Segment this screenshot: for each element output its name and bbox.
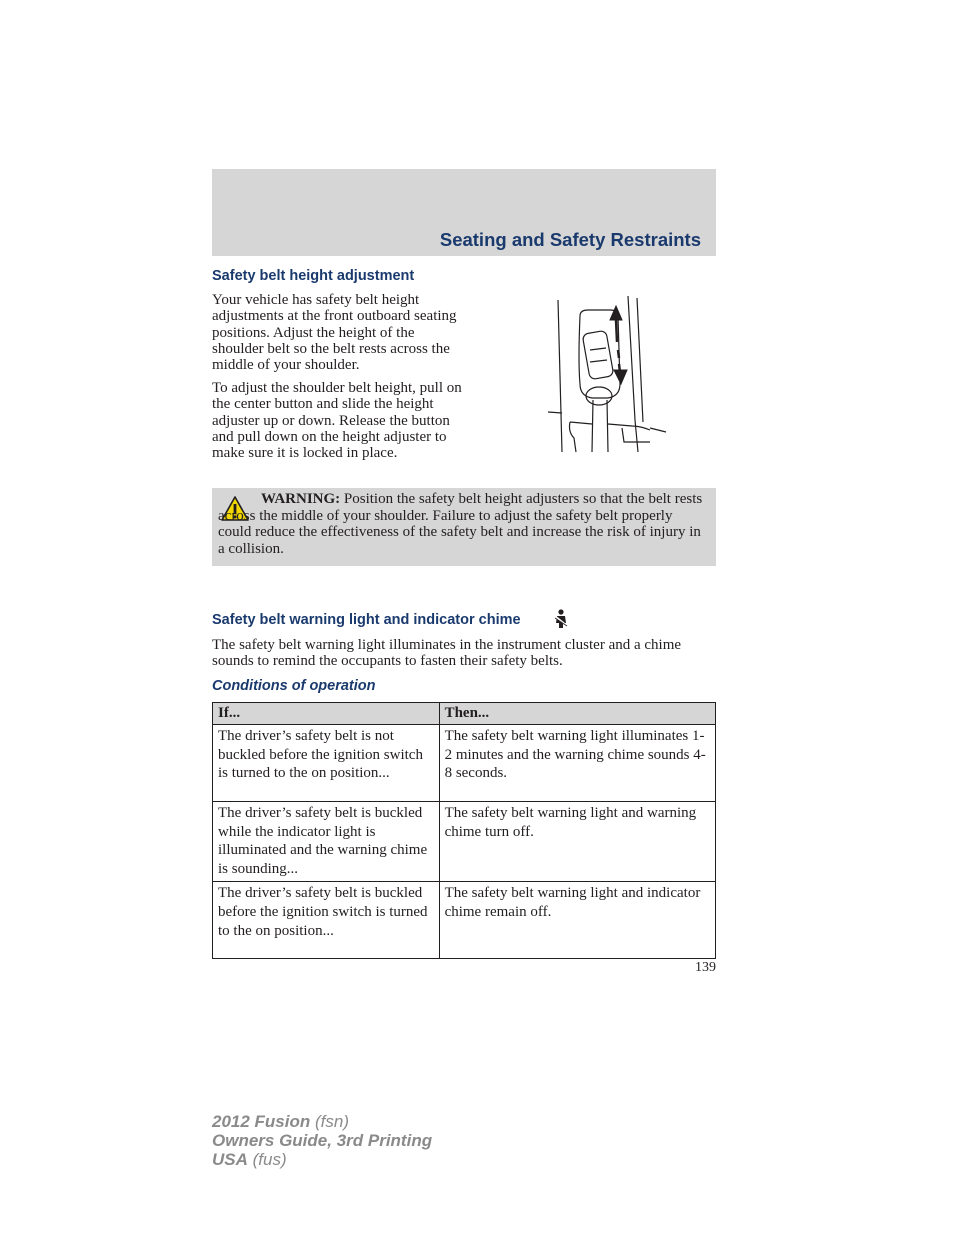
warning-light-paragraph: The safety belt warning light illuminates in the instrument cluster and a chime sounds to remind the occupants to fasten their safety belts. [212, 637, 682, 670]
warning-body: Position the safety belt height adjusters so that the belt rests across the middle of your shoulder. Failure to adjust the safety belt properly could reduce the effectiveness of the safety belt and increase the risk of injury in a collision. [218, 491, 703, 557]
column-header-then: Then... [439, 703, 715, 725]
table-cell-if: The driver’s safety belt is buckled while the indicator light is illuminated and the warning chime is sounding... [213, 801, 440, 881]
seatbelt-icon [553, 609, 570, 629]
section-title: Seating and Safety Restraints [439, 229, 701, 250]
warning-text [218, 491, 706, 557]
warning-box [212, 488, 716, 566]
footer-market-code: (fus) [247, 1150, 287, 1169]
table-cell-then: The safety belt warning light illuminates 1-2 minutes and the warning chime sounds 4-8 seconds. [439, 724, 715, 801]
warning-label: WARNING: [261, 491, 341, 507]
table-row [213, 801, 716, 881]
table-row [213, 724, 716, 801]
footer-guide: Owners Guide, 3rd Printing [212, 1131, 433, 1150]
table-row [213, 881, 716, 958]
conditions-table [212, 702, 716, 959]
table-cell-if: The driver’s safety belt is not buckled before the ignition switch is turned to the on position... [213, 724, 440, 801]
footer-model: 2012 Fusion [212, 1112, 311, 1131]
page-number: 139 [695, 960, 716, 975]
footer-market: USA [212, 1150, 248, 1169]
height-adjustment-paragraph-2: To adjust the shoulder belt height, pull on the center button and slide the height adjuster up or down. Release the button and pull down on the height adjuster to make sure it is locked in place. [212, 380, 462, 462]
table-cell-then: The safety belt warning light and indicator chime remain off. [439, 881, 715, 958]
conditions-heading: Conditions of operation [212, 678, 376, 694]
footer [212, 1112, 432, 1169]
height-adjustment-heading: Safety belt height adjustment [212, 268, 415, 284]
warning-light-heading: Safety belt warning light and indicator chime [212, 612, 521, 628]
column-header-if: If... [213, 703, 440, 725]
height-adjustment-paragraph-1: Your vehicle has safety belt height adjustments at the front outboard seating positions. Adjust the height of the shoulder belt so the belt rests across the middle of your shoulder. [212, 292, 457, 374]
table-header-row [213, 703, 716, 725]
table-cell-if: The driver’s safety belt is buckled before the ignition switch is turned to the on position... [213, 881, 440, 958]
belt-height-adjuster-illustration [540, 292, 670, 457]
table-cell-then: The safety belt warning light and warning chime turn off. [439, 801, 715, 881]
section-header-band [212, 169, 716, 256]
footer-model-code: (fsn) [310, 1112, 349, 1131]
